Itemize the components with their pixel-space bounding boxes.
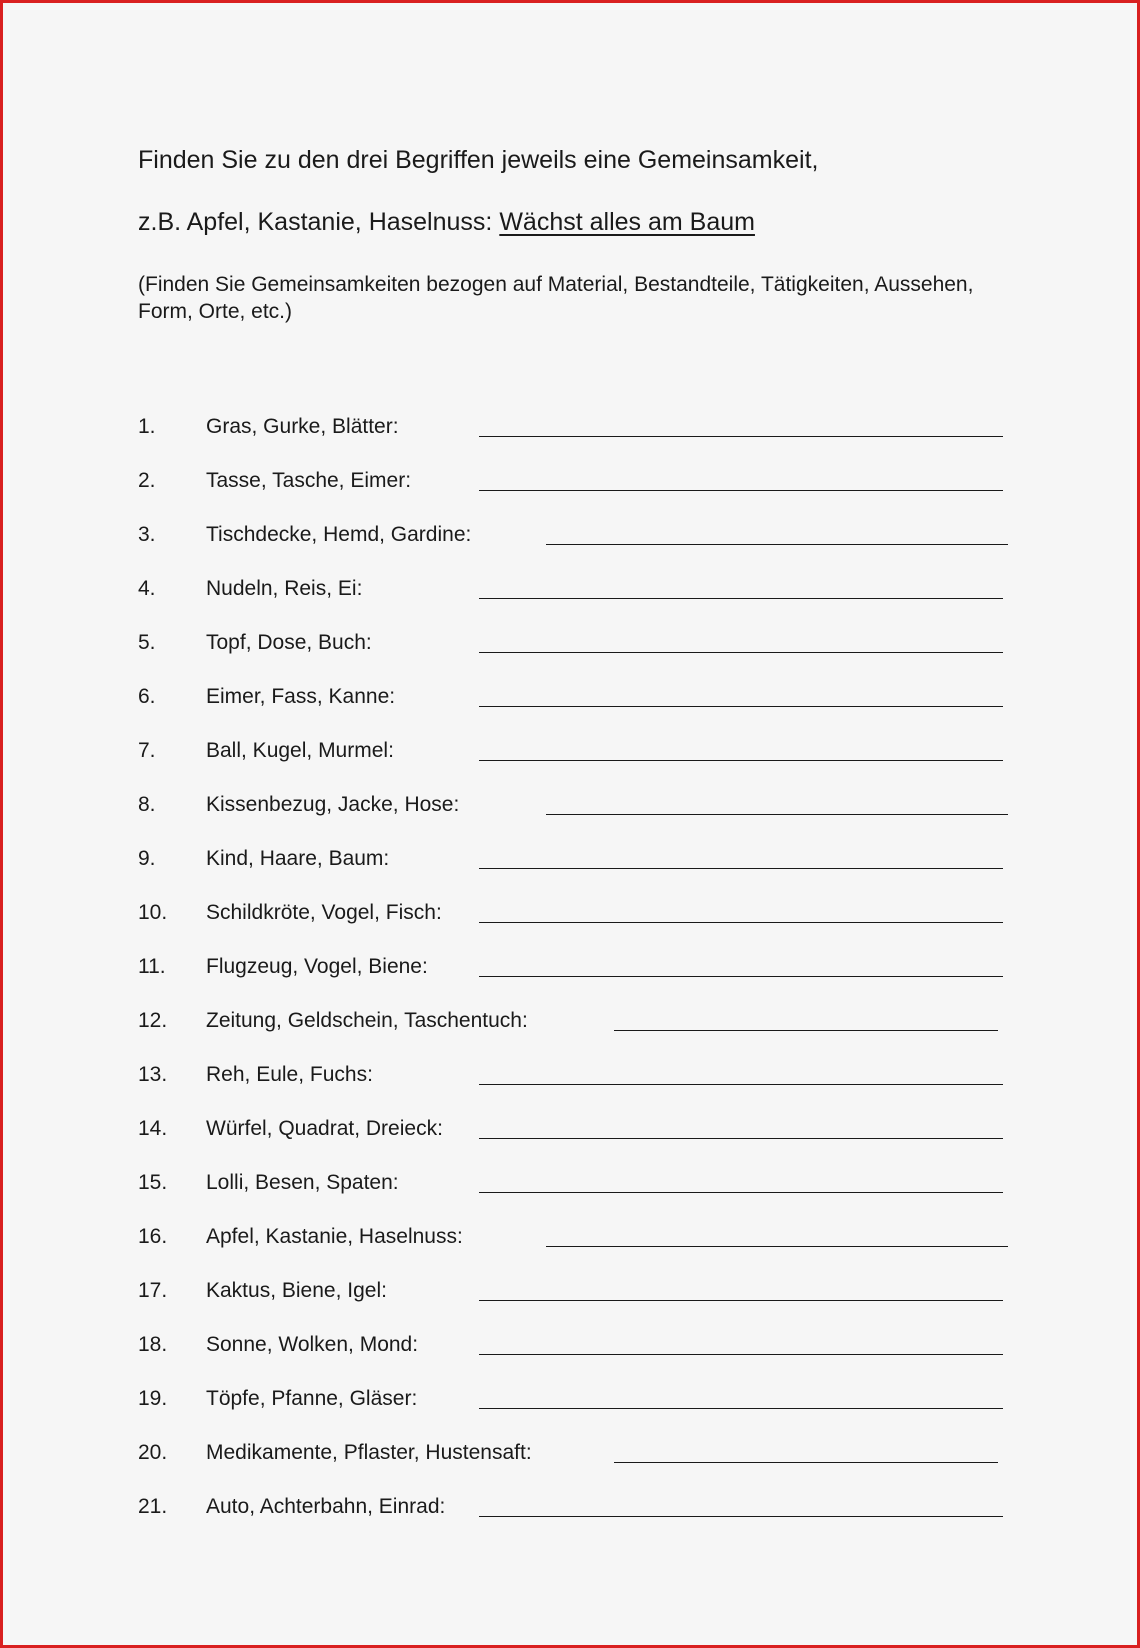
task-row: [3, 1006, 1140, 1036]
task-row: [3, 844, 1140, 874]
task-row: [3, 1114, 1140, 1144]
task-number: 4.: [138, 577, 156, 600]
task-row: [3, 466, 1140, 496]
task-terms: Kind, Haare, Baum:: [206, 847, 390, 870]
task-row: [3, 1276, 1140, 1306]
task-number: 9.: [138, 847, 156, 870]
task-row: [3, 736, 1140, 766]
task-terms: Ball, Kugel, Murmel:: [206, 739, 394, 762]
task-number: 3.: [138, 523, 156, 546]
task-number: 19.: [138, 1387, 168, 1410]
task-number: 12.: [138, 1009, 168, 1032]
answer-line[interactable]: [479, 868, 1003, 869]
answer-line[interactable]: [479, 1192, 1003, 1193]
task-number: 2.: [138, 469, 156, 492]
answer-line[interactable]: [479, 598, 1003, 599]
example-line: [138, 207, 755, 237]
example-terms: z.B. Apfel, Kastanie, Haselnuss:: [138, 208, 500, 236]
answer-line[interactable]: [479, 1084, 1003, 1085]
task-number: 20.: [138, 1441, 168, 1464]
task-terms: Nudeln, Reis, Ei:: [206, 577, 363, 600]
task-terms: Kissenbezug, Jacke, Hose:: [206, 793, 460, 816]
answer-line[interactable]: [479, 706, 1003, 707]
answer-line[interactable]: [614, 1030, 998, 1031]
task-row: [3, 1222, 1140, 1252]
task-terms: Reh, Eule, Fuchs:: [206, 1063, 373, 1086]
task-number: 13.: [138, 1063, 168, 1086]
task-number: 10.: [138, 901, 168, 924]
task-number: 17.: [138, 1279, 168, 1302]
task-number: 21.: [138, 1495, 168, 1518]
task-row: [3, 412, 1140, 442]
task-number: 15.: [138, 1171, 168, 1194]
answer-line[interactable]: [479, 760, 1003, 761]
task-terms: Sonne, Wolken, Mond:: [206, 1333, 419, 1356]
task-terms: Zeitung, Geldschein, Taschentuch:: [206, 1009, 528, 1032]
answer-line[interactable]: [479, 1138, 1003, 1139]
task-terms: Topf, Dose, Buch:: [206, 631, 372, 654]
task-number: 8.: [138, 793, 156, 816]
answer-line[interactable]: [479, 1516, 1003, 1517]
task-row: [3, 1330, 1140, 1360]
task-row: [3, 1060, 1140, 1090]
task-row: [3, 898, 1140, 928]
task-row: [3, 574, 1140, 604]
task-terms: Apfel, Kastanie, Haselnuss:: [206, 1225, 463, 1248]
answer-line[interactable]: [479, 652, 1003, 653]
task-number: 16.: [138, 1225, 168, 1248]
task-row: [3, 520, 1140, 550]
task-number: 5.: [138, 631, 156, 654]
task-number: 11.: [138, 955, 166, 978]
answer-line[interactable]: [546, 814, 1008, 815]
task-terms: Töpfe, Pfanne, Gläser:: [206, 1387, 418, 1410]
task-number: 18.: [138, 1333, 168, 1356]
task-row: [3, 628, 1140, 658]
task-terms: Würfel, Quadrat, Dreieck:: [206, 1117, 443, 1140]
task-terms: Eimer, Fass, Kanne:: [206, 685, 396, 708]
task-number: 14.: [138, 1117, 168, 1140]
task-number: 7.: [138, 739, 156, 762]
task-row: [3, 952, 1140, 982]
task-row: [3, 682, 1140, 712]
task-terms: Auto, Achterbahn, Einrad:: [206, 1495, 446, 1518]
answer-line[interactable]: [546, 544, 1008, 545]
task-number: 1.: [138, 415, 156, 438]
task-row: [3, 1384, 1140, 1414]
answer-line[interactable]: [479, 976, 1003, 977]
task-number: 6.: [138, 685, 156, 708]
task-terms: Flugzeug, Vogel, Biene:: [206, 955, 428, 978]
task-terms: Lolli, Besen, Spaten:: [206, 1171, 399, 1194]
task-terms: Kaktus, Biene, Igel:: [206, 1279, 387, 1302]
task-row: [3, 790, 1140, 820]
instruction-heading: Finden Sie zu den drei Begriffen jeweils eine Gemeinsamkeit,: [138, 146, 819, 174]
instruction-note: (Finden Sie Gemeinsamkeiten bezogen auf Material, Bestandteile, Tätigkeiten, Aussehen, Form, Orte, etc.): [138, 273, 974, 323]
answer-line[interactable]: [479, 436, 1003, 437]
task-terms: Medikamente, Pflaster, Hustensaft:: [206, 1441, 532, 1464]
task-terms: Gras, Gurke, Blätter:: [206, 415, 399, 438]
answer-line[interactable]: [546, 1246, 1008, 1247]
task-terms: Schildkröte, Vogel, Fisch:: [206, 901, 442, 924]
answer-line[interactable]: [479, 1354, 1003, 1355]
answer-line[interactable]: [479, 922, 1003, 923]
answer-line[interactable]: [479, 490, 1003, 491]
task-terms: Tasse, Tasche, Eimer:: [206, 469, 412, 492]
task-row: [3, 1168, 1140, 1198]
answer-line[interactable]: [614, 1462, 998, 1463]
answer-line[interactable]: [479, 1408, 1003, 1409]
task-row: [3, 1438, 1140, 1468]
answer-line[interactable]: [479, 1300, 1003, 1301]
task-row: [3, 1492, 1140, 1522]
example-answer: Wächst alles am Baum: [499, 208, 755, 236]
task-terms: Tischdecke, Hemd, Gardine:: [206, 523, 472, 546]
